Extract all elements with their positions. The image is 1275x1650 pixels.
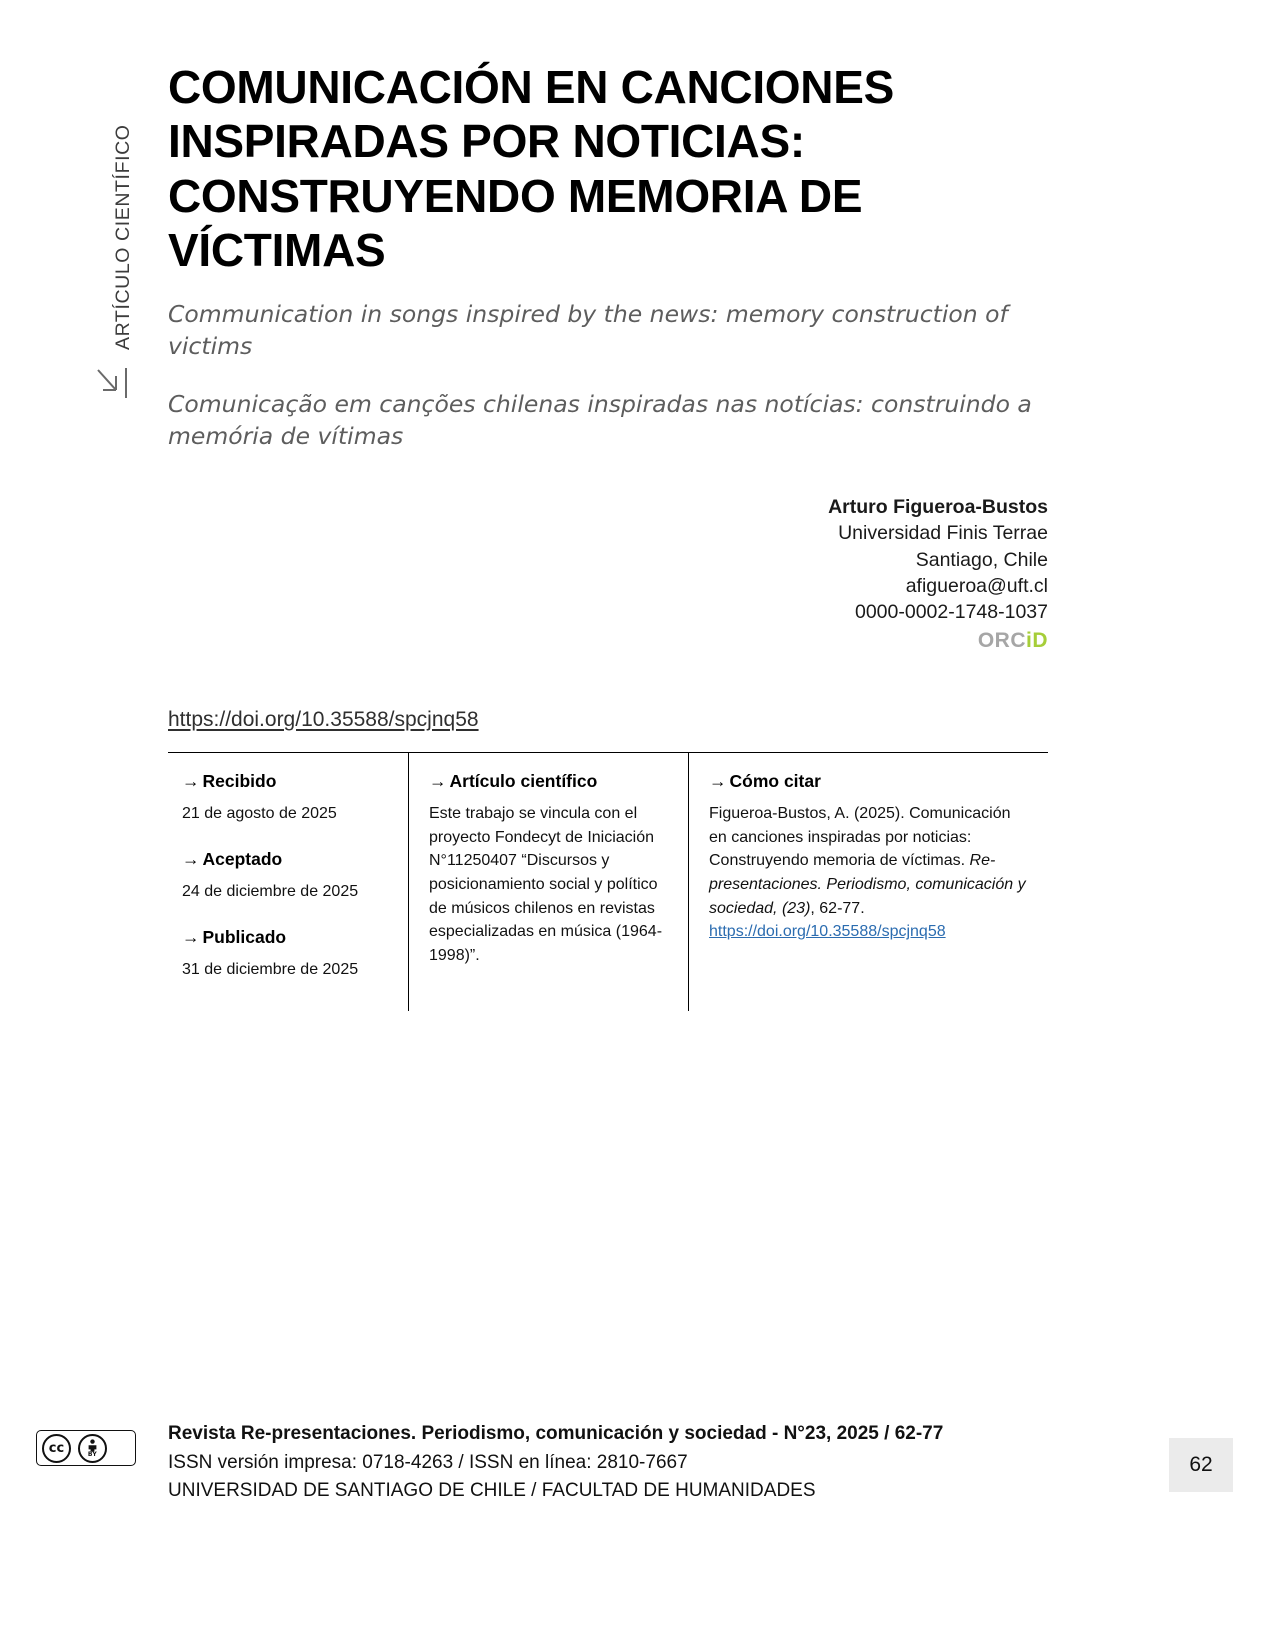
accepted-date: 24 de diciembre de 2025	[182, 883, 359, 901]
footer-issn-line: ISSN versión impresa: 0718-4263 / ISSN en línea: 2810-7667	[168, 1451, 688, 1473]
arrow-icon: →	[182, 771, 200, 791]
article-type-sidebar	[78, 60, 138, 350]
orcid-logo-id: iD	[1026, 628, 1048, 652]
article-metadata-table	[168, 752, 1048, 1011]
footer-institution-line: UNIVERSIDAD DE SANTIAGO DE CHILE / FACULTAD DE HUMANIDADES	[168, 1480, 816, 1501]
footer-text-block	[168, 1420, 943, 1506]
article-type-label: ARTÍCULO CIENTÍFICO	[112, 124, 134, 350]
citation-journal-italic: Re-presentaciones. Periodismo, comunicación y sociedad, (23)	[709, 852, 1026, 917]
page-title: COMUNICACIÓN EN CANCIONES INSPIRADAS POR NOTICIAS: CONSTRUYENDO MEMORIA DE VÍCTIMAS	[168, 61, 894, 276]
page-number-badge: 62	[1169, 1438, 1233, 1492]
published-date: 31 de diciembre de 2025	[182, 961, 359, 979]
title-block	[168, 60, 1048, 453]
author-location: Santiago, Chile	[915, 548, 1048, 571]
arrow-icon: →	[709, 771, 727, 791]
accepted-heading	[182, 849, 390, 870]
author-email[interactable]: afigueroa@uft.cl	[905, 574, 1048, 597]
doi-link[interactable]: https://doi.org/10.35588/spcjnq58	[168, 708, 479, 731]
citation-part-2: , 62-77.	[810, 899, 865, 917]
metadata-column-article-type	[408, 753, 688, 1011]
received-label: Recibido	[202, 771, 277, 791]
page-footer	[0, 1420, 1275, 1560]
received-heading	[182, 771, 390, 792]
down-right-arrow-icon	[96, 368, 130, 402]
metadata-column-dates	[168, 753, 408, 1011]
article-type-heading-label: Artículo científico	[449, 771, 598, 791]
funding-note: Este trabajo se vincula con el proyecto Fondecyt de Iniciación N°11250407 “Discursos y posicionamiento social y político de músicos chilenos en revistas especializadas en música (1964-1998)”.	[429, 805, 663, 965]
cc-by-circle-icon	[78, 1434, 107, 1463]
received-date: 21 de agosto de 2025	[182, 805, 337, 822]
citation-part-1: Figueroa-Bustos, A. (2025). Comunicación en canciones inspiradas por noticias: Construyendo memoria de víctimas.	[709, 805, 1011, 870]
metadata-column-how-to-cite	[688, 753, 1048, 1011]
accepted-label: Aceptado	[202, 849, 283, 870]
article-type-heading	[429, 771, 670, 792]
orcid-logo-icon[interactable]	[978, 630, 1048, 651]
orcid-logo-text: ORC	[977, 628, 1026, 652]
how-to-cite-heading	[709, 771, 1030, 792]
arrow-icon: →	[429, 771, 447, 791]
how-to-cite-heading-label: Cómo citar	[729, 771, 821, 791]
published-label: Publicado	[202, 927, 287, 948]
author-block	[168, 494, 1048, 654]
author-affiliation: Universidad Finis Terrae	[838, 522, 1048, 545]
author-orcid-id: 0000-0002-1748-1037	[854, 601, 1048, 624]
cc-by-text: BY	[87, 1450, 98, 1458]
arrow-icon: →	[182, 849, 200, 870]
creative-commons-badge-icon[interactable]	[36, 1430, 136, 1466]
citation-doi-link[interactable]: https://doi.org/10.35588/spcjnq58	[709, 923, 946, 941]
cc-circle-icon: cc	[42, 1434, 71, 1463]
citation-text	[709, 802, 1030, 944]
footer-journal-line: Revista Re-presentaciones. Periodismo, comunicación y sociedad - N°23, 2025 / 62-77	[168, 1423, 944, 1444]
subtitle-english: Communication in songs inspired by the news: memory construction of victims	[168, 300, 1008, 361]
subtitle-portuguese: Comunicação em canções chilenas inspiradas nas notícias: construindo a memória de vítimas	[168, 389, 1032, 450]
published-heading	[182, 927, 390, 948]
person-glyph-icon	[87, 1439, 98, 1452]
arrow-icon: →	[182, 927, 200, 948]
author-name: Arturo Figueroa-Bustos	[828, 496, 1048, 518]
